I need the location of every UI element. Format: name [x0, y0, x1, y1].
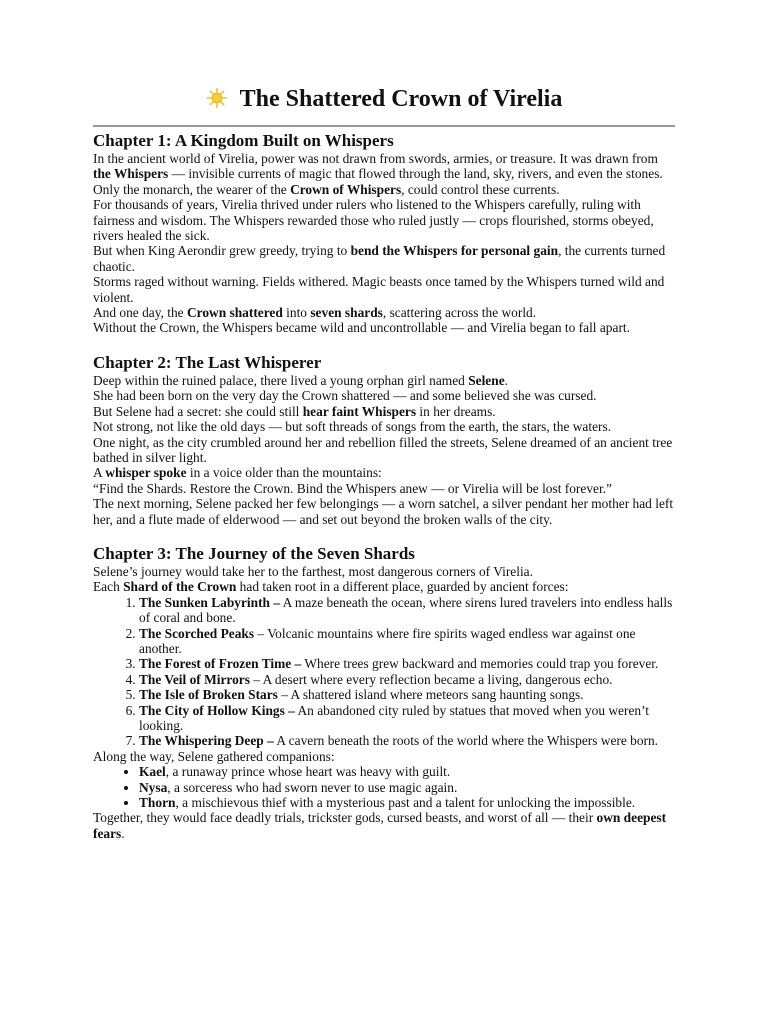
paragraph [93, 320, 678, 335]
paragraph [93, 419, 678, 434]
bold-text: Crown of Whispers [290, 181, 402, 197]
text-run: Storms raged without warning. Fields withered. Magic beasts once tamed by the Whispers turned wild and violent. [93, 274, 665, 305]
text-run: But Selene had a secret: she could still [93, 403, 303, 419]
chapter-3 [93, 543, 678, 841]
paragraph [93, 435, 678, 466]
chapter-1 [93, 130, 678, 336]
text-run: She had been born on the very day the Crown shattered — and some believed she was cursed. [93, 388, 597, 404]
shard-name: The Sunken Labyrinth – [139, 594, 281, 610]
text-run: “Find the Shards. Restore the Crown. Bind the Whispers anew — or Virelia will be lost forever.” [93, 480, 612, 496]
shard-description: Where trees grew backward and memories could trap you forever. [301, 656, 659, 672]
chapter-heading: Chapter 3: The Journey of the Seven Shards [93, 543, 415, 563]
shard-name: The City of Hollow Kings – [139, 702, 295, 718]
text-run: — invisible currents of magic that flowed through the land, sky, rivers, and even the stones. Only the monarch, the wearer of the [93, 166, 663, 197]
list-item [139, 703, 678, 734]
shard-description: – Volcanic mountains where fire spirits waged endless war against one another. [139, 625, 636, 656]
text-run: in a voice older than the mountains: [186, 465, 382, 481]
list-item [139, 733, 678, 748]
text-run: In the ancient world of Virelia, power was not drawn from swords, armies, or treasure. It was drawn from [93, 151, 658, 166]
shard-description: An abandoned city ruled by statues that moved when you weren’t looking. [139, 702, 650, 733]
bold-text: hear faint Whispers [302, 403, 417, 419]
companion-name: Thorn [139, 795, 176, 811]
shard-description: A maze beneath the ocean, where sirens lured travelers into endless halls of coral and bone. [139, 594, 673, 626]
text-run: , the currents turned chaotic. [93, 243, 666, 274]
text-run: One night, as the city crumbled around her and rebellion filled the streets, Selene dreamed of an ancient tree bathed in silver light. [93, 434, 673, 465]
text-run: in her dreams. [416, 403, 496, 419]
paragraph [93, 274, 678, 305]
title-row [0, 86, 768, 113]
text-run: , could control these currents. [401, 181, 560, 197]
paragraph [93, 579, 678, 594]
shard-name: The Whispering Deep – [139, 733, 274, 749]
companion-list [93, 764, 678, 810]
list-item [139, 595, 678, 626]
paragraph [93, 564, 678, 579]
text-run: . [121, 825, 125, 841]
document-body [93, 130, 678, 857]
companion-description: , a runaway prince whose heart was heavy with guilt. [165, 764, 451, 780]
list-item [139, 687, 678, 702]
text-run: The next morning, Selene packed her few belongings — a worn satchel, a silver pendant her mother had left her, and a flute made of elderwood — and set out beyond the broken walls of the city. [93, 496, 674, 527]
text-run: . [504, 372, 508, 388]
text-run: Together, they would face deadly trials, trickster gods, cursed beasts, and worst of all — their [93, 810, 597, 826]
paragraph [93, 373, 678, 388]
companion-name: Nysa [139, 779, 168, 795]
list-item [139, 764, 678, 779]
paragraph [93, 305, 678, 320]
paragraph [93, 243, 678, 274]
shard-name: The Veil of Mirrors [139, 671, 250, 687]
bold-text: Selene [468, 372, 505, 388]
text-run: Selene’s journey would take her to the farthest, most dangerous corners of Virelia. [93, 563, 533, 579]
paragraph [93, 151, 678, 197]
text-run: into [282, 305, 311, 321]
shard-list [93, 595, 678, 749]
chapter-heading: Chapter 2: The Last Whisperer [93, 352, 322, 372]
list-item [139, 795, 678, 810]
paragraph [93, 481, 678, 496]
text-run: But when King Aerondir grew greedy, trying to [93, 243, 351, 259]
text-run: A [93, 465, 106, 481]
companion-description: , a mischievous thief with a mysterious past and a talent for unlocking the impossible. [175, 795, 636, 811]
shard-description: A cavern beneath the roots of the world where the Whispers were born. [273, 733, 659, 749]
text-run: had taken root in a different place, guarded by ancient forces: [236, 579, 569, 595]
text-run: Not strong, not like the old days — but soft threads of songs from the earth, the stars, the waters. [93, 419, 612, 435]
paragraph [93, 465, 678, 480]
companion-name: Kael [139, 764, 166, 780]
paragraph: Along the way, Selene gathered companions: [93, 748, 335, 764]
bold-text: Shard of the Crown [123, 579, 237, 595]
text-run: Each [93, 579, 124, 595]
page-title: The Shattered Crown of Virelia [239, 86, 563, 112]
list-item [139, 780, 678, 795]
chapter-heading: Chapter 1: A Kingdom Built on Whispers [93, 131, 394, 150]
bold-text: whisper spoke [105, 465, 187, 481]
bold-text: the Whispers [93, 166, 169, 182]
list-item [139, 626, 678, 657]
shard-description: – A shattered island where meteors sang haunting songs. [277, 687, 584, 703]
list-item [139, 656, 678, 671]
paragraph [93, 496, 678, 527]
paragraph [93, 197, 678, 243]
sun-icon [206, 87, 228, 109]
shard-name: The Forest of Frozen Time – [139, 656, 302, 672]
shard-name: The Isle of Broken Stars [139, 687, 278, 703]
text-run: Deep within the ruined palace, there lived a young orphan girl named [93, 372, 469, 388]
shard-description: – A desert where every reflection became a living, dangerous echo. [249, 671, 613, 687]
companion-description: , a sorceress who had sworn never to use magic again. [167, 779, 458, 795]
shard-name: The Scorched Peaks [139, 625, 255, 641]
title-divider [93, 125, 675, 127]
paragraph [93, 388, 678, 403]
paragraph [93, 810, 678, 841]
bold-text: bend the Whispers for personal gain [350, 243, 559, 259]
text-run: , scattering across the world. [382, 305, 537, 321]
text-run: And one day, the [93, 305, 187, 321]
list-item [139, 672, 678, 687]
text-run: Without the Crown, the Whispers became wild and uncontrollable — and Virelia began to fall apart. [93, 320, 630, 336]
bold-text: Crown shattered [186, 305, 283, 321]
bold-text: own deepest fears [93, 810, 667, 841]
paragraph [93, 404, 678, 419]
chapter-2 [93, 352, 678, 527]
bold-text: seven shards [310, 305, 383, 321]
text-run: For thousands of years, Virelia thrived under rulers who listened to the Whispers carefully, ruling with fairness and wisdom. The Whispers rewarded those who ruled justly — crops flourished, storms obeyed, rivers healed the sick. [93, 197, 654, 244]
